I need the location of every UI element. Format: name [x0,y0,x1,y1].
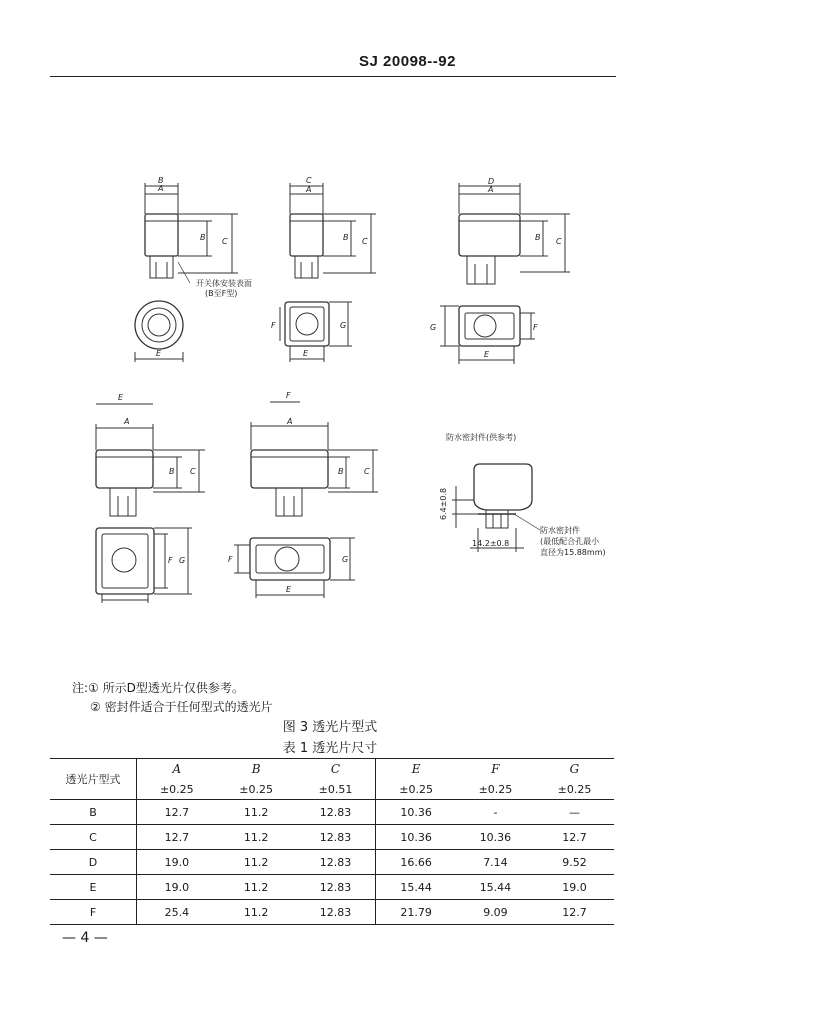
mount-surface-callout-sub: (B至F型) [205,289,238,298]
cell: 11.2 [217,850,296,875]
dimensions-table [50,758,614,925]
mount-surface-callout: 开关体安装表面 [196,279,252,288]
dim-label-g-e: G [179,556,186,565]
table-row [50,800,614,825]
dim-label-e-d: E [484,350,490,359]
dim-label-b2: B [200,233,206,242]
type-c-side-view [290,176,376,278]
dim-label-e-top: E [118,393,124,402]
table-row [50,875,614,900]
dim-label-b: B [158,176,164,185]
type-f-side-view [251,391,378,516]
dim-label-e-f: E [286,585,292,594]
cell: - [456,800,535,825]
note-2: ② 密封件适合于任何型式的透光片 [90,700,273,714]
type-e-top-view [96,528,192,603]
cell: 19.0 [535,875,614,900]
cell: 11.2 [217,800,296,825]
cell: 12.7 [137,825,217,850]
cell: 12.7 [535,900,614,925]
col-tol-g: ±0.25 [535,779,614,800]
col-header-c: C [330,762,341,776]
dim-label-a-f: A [287,417,293,426]
dim-label-f-d: F [533,323,538,332]
col-tol-b: ±0.25 [217,779,296,800]
col-tol-c: ±0.51 [296,779,376,800]
type-b-top-view [135,301,183,362]
dim-label-d: D [488,177,495,186]
dim-label-g-d: G [430,323,437,332]
cell: 15.44 [456,875,535,900]
cell: 12.7 [137,800,217,825]
row-type: D [50,850,137,875]
seal-callout-1: 防水密封件 [540,526,580,535]
dim-label-c-d: C [556,237,562,246]
dim-label-a-d: A [488,185,494,194]
dim-label-b-e: B [169,467,175,476]
cell: 12.83 [296,900,376,925]
row-type: E [50,875,137,900]
col-header-a: A [137,759,217,780]
cell: 12.83 [296,850,376,875]
type-d-side-view [459,177,570,284]
figure-caption: 图 3 透光片型式 [282,720,378,735]
cell: 16.66 [376,850,456,875]
col-tol-a: ±0.25 [137,779,217,800]
dim-label-g-c: G [340,321,347,330]
cell: 7.14 [456,850,535,875]
cell: 12.7 [535,825,614,850]
dim-label-f-c: F [271,321,276,330]
cell: 21.79 [376,900,456,925]
cell: 10.36 [376,825,456,850]
table-row [50,825,614,850]
cell: 10.36 [376,800,456,825]
cell: 19.0 [137,875,217,900]
dim-label-b-f: B [338,467,344,476]
table-row [50,850,614,875]
cell: 9.52 [535,850,614,875]
table-caption: 表 1 透光片尺寸 [282,741,378,756]
dim-label-b-d: B [535,233,541,242]
type-c-top-view [271,302,352,362]
col-header-g: G [569,762,580,776]
waterproof-seal-view [439,432,606,557]
cell: 11.2 [217,900,296,925]
dim-label-f-f: F [228,555,233,564]
type-f-top-view [228,538,355,598]
page-number: — 4 — [62,930,108,946]
cell: 9.09 [456,900,535,925]
row-type: F [50,900,137,925]
row-type: C [50,825,137,850]
dim-label-c: C [222,237,228,246]
cell: 11.2 [217,825,296,850]
dim-label-a: A [158,184,164,193]
cell: 19.0 [137,850,217,875]
cell: 10.36 [456,825,535,850]
row-type: B [50,800,137,825]
dim-label-c-top: C [306,176,312,185]
dim-label-a-e: A [124,417,130,426]
seal-callout-2: (最低配合孔最小 [540,537,600,546]
note-1: 注:① 所示D型透光片仅供参考。 [72,681,244,695]
dim-label-f-top: F [286,391,291,400]
document-code: SJ 20098--92 [359,53,456,70]
col-header-e: E [376,759,456,780]
dim-width-label: 14.2±0.8 [472,539,510,548]
cell: 12.83 [296,825,376,850]
waterproof-title: 防水密封件(供参考) [446,433,517,442]
dim-label-a-c: A [306,185,312,194]
cell: 12.83 [296,875,376,900]
seal-callout-3: 直径为15.88mm) [540,548,606,557]
type-e-side-view [96,393,205,516]
dim-height-label: 6.4±0.8 [439,487,448,520]
type-b-side-view [145,176,252,298]
dim-label-b-c: B [343,233,349,242]
table-row [50,900,614,925]
cell: 25.4 [137,900,217,925]
col-tol-e: ±0.25 [376,779,456,800]
cell: 15.44 [376,875,456,900]
cell: — [535,800,614,825]
type-d-top-view [430,306,538,364]
dim-label-c-e: C [190,467,196,476]
col-header-b: B [251,762,261,776]
dim-label-e-c: E [303,349,309,358]
dim-label-cc: C [362,237,368,246]
cell: 11.2 [217,875,296,900]
col-tol-f: ±0.25 [456,779,535,800]
dim-label-e: E [156,349,162,358]
dim-label-c-f: C [364,467,370,476]
dim-label-g-f: G [342,555,349,564]
table-row-header: 透光片型式 [50,759,137,800]
dim-label-f-e: F [168,556,173,565]
col-header-f: F [491,762,500,776]
cell: 12.83 [296,800,376,825]
